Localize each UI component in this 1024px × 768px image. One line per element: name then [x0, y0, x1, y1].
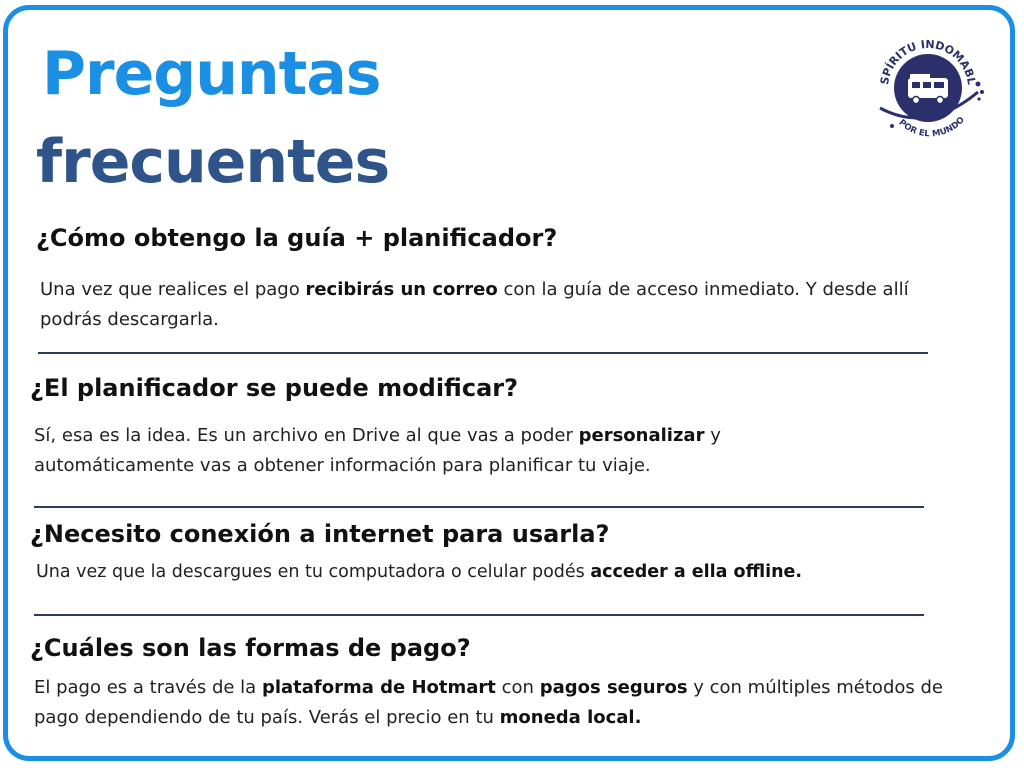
- answer-highlight: pagos seguros: [539, 676, 688, 698]
- answer-text: y con múltiples métodos de pago dependiendo de tu país. Verás el precio en tu: [34, 676, 943, 728]
- faq-answer-1: [40, 275, 940, 335]
- answer-text: Una vez que realices el pago: [40, 278, 306, 300]
- answer-highlight: personalizar: [578, 424, 705, 446]
- answer-highlight: recibirás un correo: [305, 278, 498, 300]
- answer-text: Sí, esa es la idea. Es un archivo en Drive al que vas a poder: [34, 424, 579, 446]
- answer-highlight: plataforma de Hotmart: [261, 676, 496, 698]
- faq-item-2: [30, 374, 970, 481]
- faq-divider-2: [34, 506, 924, 508]
- faq-item-1: [30, 224, 970, 335]
- faq-divider-1: [38, 352, 928, 354]
- answer-text: El pago es a través de la: [34, 676, 262, 698]
- faq-item-3: [30, 520, 970, 587]
- faq-answer-2: [34, 421, 874, 481]
- faq-question-3: ¿Necesito conexión a internet para usarla?: [30, 520, 610, 548]
- page-title-line-1: Preguntas: [42, 39, 381, 109]
- answer-highlight: moneda local.: [499, 706, 642, 728]
- espiritu-indomable-logo: [866, 22, 990, 146]
- answer-text: con: [495, 676, 540, 698]
- answer-text: y automáticamente vas a obtener información para planificar tu viaje.: [34, 424, 721, 476]
- faq-question-4: ¿Cuáles son las formas de pago?: [30, 634, 471, 662]
- logo-bottom-text: POR EL MUNDO: [896, 115, 967, 140]
- faq-answer-4: [34, 673, 964, 733]
- faq-question-1: ¿Cómo obtengo la guía + planificador?: [36, 224, 558, 252]
- faq-item-4: [30, 634, 970, 733]
- answer-highlight: acceder a ella offline.: [590, 561, 803, 582]
- page-title-line-2: frecuentes: [36, 127, 390, 197]
- answer-text: Una vez que la descargues en tu computadora o celular podés: [36, 561, 591, 582]
- faq-answer-3: [36, 557, 996, 587]
- answer-text: con la guía de acceso inmediato. Y desde allí podrás descargarla.: [40, 278, 909, 330]
- logo-top-text: SPÍRITU INDOMABL: [878, 37, 978, 86]
- logo-emblem: [866, 22, 990, 146]
- faq-question-2: ¿El planificador se puede modificar?: [30, 374, 519, 402]
- faq-divider-3: [34, 614, 924, 616]
